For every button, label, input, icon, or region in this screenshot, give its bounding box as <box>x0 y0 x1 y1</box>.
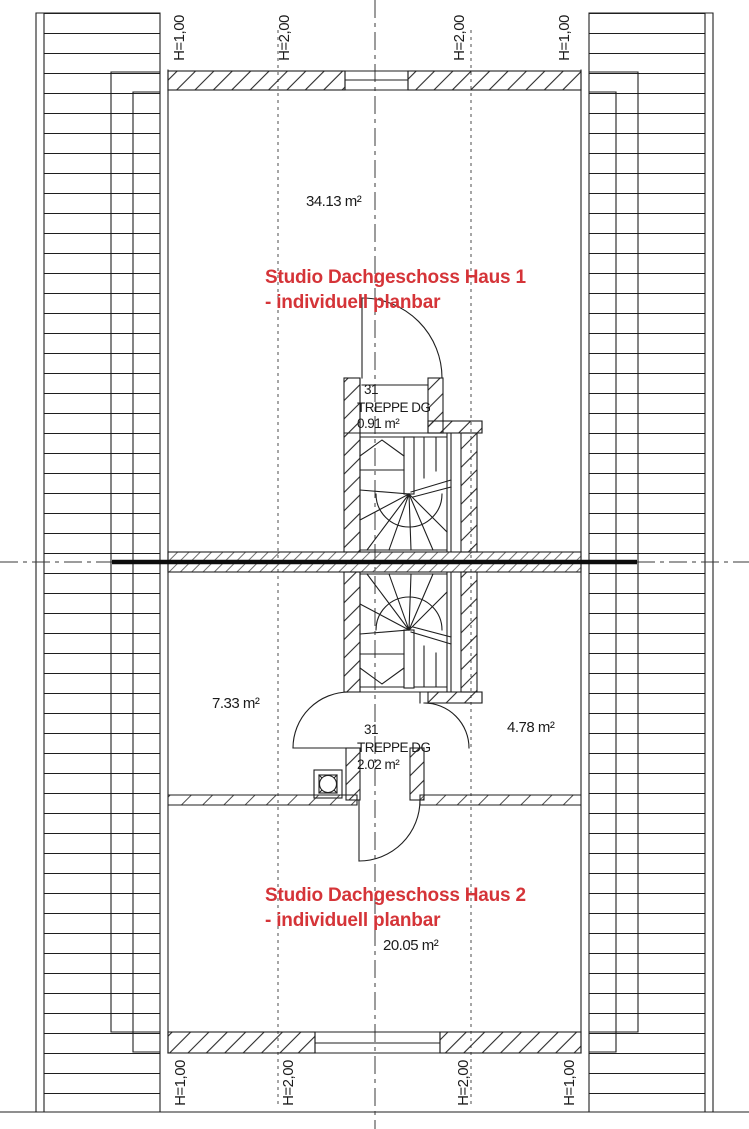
haus2-right-door-arc <box>424 703 469 748</box>
stair1-name: TREPPE DG <box>357 400 431 415</box>
party-wall <box>112 552 637 572</box>
haus2-bottom-door-arc <box>359 800 420 861</box>
haus1-area-label: 34.13 m² <box>306 193 362 210</box>
haus2-room-left-area-label: 7.33 m² <box>212 695 260 712</box>
height-label: H=1,00 <box>556 15 573 61</box>
haus1-winder-stair <box>360 437 451 550</box>
height-label: H=2,00 <box>455 1060 472 1106</box>
height-label: H=2,00 <box>451 15 468 61</box>
stair2-room-number: 31 <box>364 722 379 737</box>
chimney-symbol <box>314 770 342 798</box>
stair1-room-number: 31 <box>364 382 379 397</box>
stair2-area: 2.02 m² <box>357 757 400 772</box>
haus2-winder-stair <box>360 574 451 688</box>
height-label: H=1,00 <box>171 15 188 61</box>
haus2-title: Studio Dachgeschoss Haus 2 <box>265 885 526 906</box>
haus2-area-label: 20.05 m² <box>383 937 439 954</box>
height-label: H=2,00 <box>276 15 293 61</box>
haus2-subtitle: - individuell planbar <box>265 910 441 931</box>
stair2-name: TREPPE DG <box>357 740 431 755</box>
haus1-title: Studio Dachgeschoss Haus 1 <box>265 267 526 288</box>
height-label: H=1,00 <box>172 1060 189 1106</box>
height-label: H=1,00 <box>561 1060 578 1106</box>
unit-titles <box>265 267 527 931</box>
stair1-area: 0.91 m² <box>357 416 400 431</box>
haus2-left-door-arc <box>293 692 349 748</box>
haus2-room-right-area-label: 4.78 m² <box>507 719 555 736</box>
height-label: H=2,00 <box>280 1060 297 1106</box>
haus1-subtitle: - individuell planbar <box>265 292 441 313</box>
height-labels-top <box>171 15 573 61</box>
haus2-stairwell <box>293 572 482 861</box>
